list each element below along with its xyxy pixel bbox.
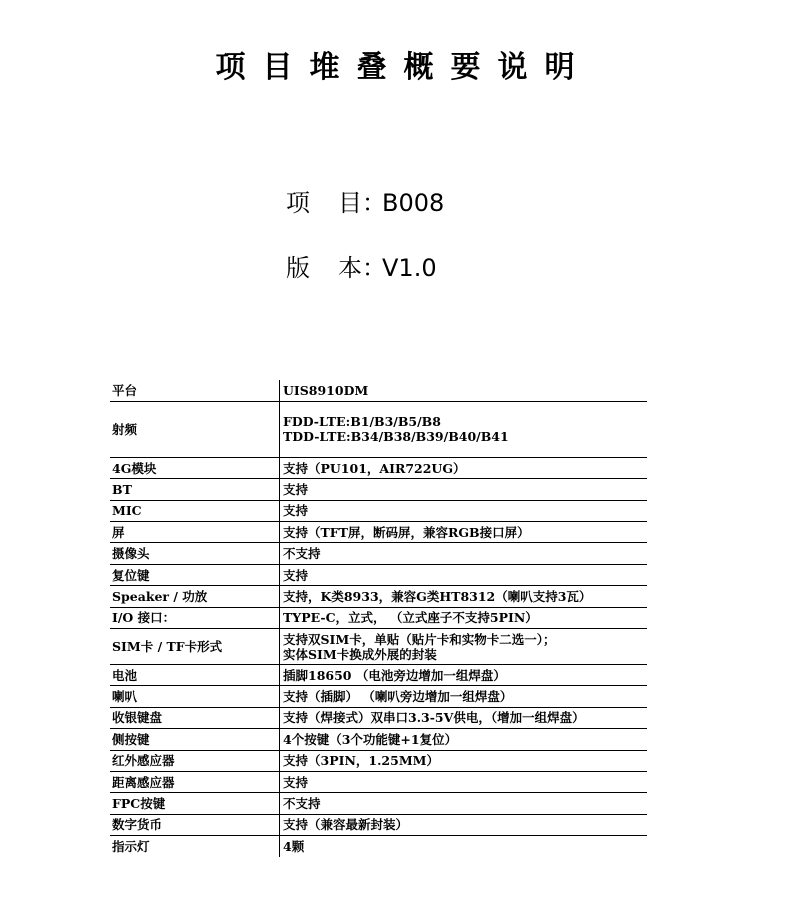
spec-row [110, 707, 647, 728]
spec-value-line: 不支持 [283, 546, 321, 562]
spec-key: Speaker / 功放 [110, 586, 280, 607]
spec-row [110, 750, 647, 771]
spec-row [110, 729, 647, 750]
spec-row [110, 665, 647, 686]
spec-row [110, 543, 647, 564]
spec-key: 距离感应器 [110, 771, 280, 792]
spec-value-line: FDD-LTE:B1/B3/B5/B8 [283, 414, 441, 430]
spec-key: 复位键 [110, 564, 280, 585]
spec-row [110, 380, 647, 401]
version-label-char1: 版 [286, 254, 310, 282]
spec-value-line: 支持（PU101，AIR722UG） [283, 460, 466, 476]
spec-value-cell [280, 479, 648, 500]
spec-key: 屏 [110, 522, 280, 543]
spec-value-line: 支持 [283, 567, 309, 583]
spec-key: BT [110, 479, 280, 500]
spec-value-line: 支持（3PIN，1.25MM） [283, 753, 439, 769]
spec-key: 侧按键 [110, 729, 280, 750]
spec-row [110, 771, 647, 792]
spec-value-line: 4个按键（3个功能键+1复位） [283, 731, 458, 747]
spec-value-cell [280, 686, 648, 707]
version-label-char2: 本： [338, 254, 386, 282]
spec-value-cell [280, 457, 648, 478]
spec-row [110, 793, 647, 814]
spec-key: 4G模块 [110, 457, 280, 478]
spec-value-cell [280, 707, 648, 728]
project-value: B008 [382, 189, 445, 217]
version-value: V1.0 [382, 254, 437, 282]
spec-value-cell [280, 380, 648, 401]
spec-value-line: TYPE-C，立式， （立式座子不支持5PIN） [283, 610, 538, 626]
spec-key: MIC [110, 500, 280, 521]
spec-value-cell [280, 793, 648, 814]
spec-key: 平台 [110, 380, 280, 401]
spec-row [110, 500, 647, 521]
spec-value-cell [280, 607, 648, 628]
spec-value-cell [280, 665, 648, 686]
spec-row [110, 522, 647, 543]
spec-row [110, 686, 647, 707]
spec-value-cell [280, 564, 648, 585]
spec-value-line: UIS8910DM [283, 382, 369, 398]
spec-key: SIM卡 / TF卡形式 [110, 629, 280, 665]
spec-table [110, 380, 647, 857]
spec-value-cell [280, 500, 648, 521]
spec-row [110, 564, 647, 585]
spec-table-body [110, 380, 647, 857]
spec-key: 红外感应器 [110, 750, 280, 771]
spec-value-line: 支持（兼容最新封装） [283, 817, 409, 833]
spec-value-cell [280, 629, 648, 665]
spec-row [110, 479, 647, 500]
document-title: 项目堆叠概要说明 [215, 50, 592, 85]
project-label-char2: 目： [338, 189, 386, 217]
project-label [286, 187, 386, 219]
spec-value-cell [280, 522, 648, 543]
spec-value-cell [280, 543, 648, 564]
spec-row [110, 836, 647, 857]
spec-value-cell [280, 729, 648, 750]
spec-value-cell [280, 586, 648, 607]
spec-key: 射频 [110, 401, 280, 457]
spec-value-line: 支持 [283, 481, 309, 497]
spec-row [110, 586, 647, 607]
spec-value-line: 实体SIM卡换成外展的封装 [283, 646, 437, 662]
version-line [286, 252, 437, 284]
project-line [286, 187, 444, 219]
spec-row [110, 457, 647, 478]
spec-value-line: 支持（插脚） （喇叭旁边增加一组焊盘） [283, 689, 513, 705]
spec-value-cell [280, 750, 648, 771]
spec-value-cell [280, 401, 648, 457]
spec-value-line: 支持 [283, 503, 309, 519]
spec-value-cell [280, 771, 648, 792]
spec-value-line: 支持（TFT屏，断码屏，兼容RGB接口屏） [283, 524, 530, 540]
spec-key: I/O 接口： [110, 607, 280, 628]
spec-value-line: 插脚18650 （电池旁边增加一组焊盘） [283, 667, 506, 683]
spec-value-line: 不支持 [283, 796, 321, 812]
version-label [286, 252, 386, 284]
spec-key: FPC按键 [110, 793, 280, 814]
spec-row [110, 401, 647, 457]
spec-key: 数字货币 [110, 814, 280, 835]
spec-row [110, 629, 647, 665]
spec-key: 电池 [110, 665, 280, 686]
spec-value-line: 4颗 [283, 839, 305, 855]
spec-key: 收银键盘 [110, 707, 280, 728]
spec-value-line: 支持双SIM卡，单贴（贴片卡和实物卡二选一）； [283, 631, 556, 647]
spec-value-cell [280, 814, 648, 835]
spec-value-cell [280, 836, 648, 857]
spec-key: 指示灯 [112, 839, 150, 855]
spec-value-line: TDD-LTE:B34/B38/B39/B40/B41 [283, 429, 509, 445]
spec-key: 喇叭 [110, 686, 280, 707]
spec-value-line: 支持 [283, 774, 309, 790]
spec-row [110, 814, 647, 835]
spec-key: 摄像头 [110, 543, 280, 564]
spec-row [110, 607, 647, 628]
spec-value-line: 支持（焊接式）双串口3.3-5V供电，（增加一组焊盘） [283, 710, 585, 726]
spec-value-line: 支持，K类8933，兼容G类HT8312（喇叭支持3瓦） [283, 588, 592, 604]
project-label-char1: 项 [286, 189, 310, 217]
